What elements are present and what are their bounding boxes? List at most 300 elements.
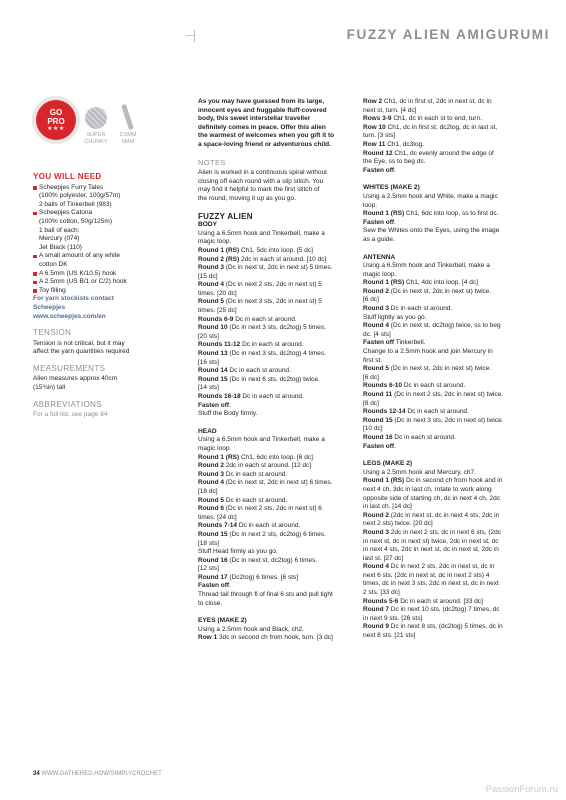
text-line: closing off each round with a slip stitch. You — [198, 177, 324, 185]
instruction-line — [363, 580, 521, 589]
instruction-text: 2dc in next 2 sts, dc in next 6 sts, (2dc — [389, 528, 501, 536]
text-line: innocent eyes and huggable fluff-covered — [198, 106, 327, 114]
header-tick — [194, 30, 195, 42]
instruction-line — [198, 471, 346, 480]
instruction-text: loop. — [363, 201, 378, 209]
instruction-line — [363, 193, 521, 202]
instruction-line — [198, 281, 346, 290]
instruction-line — [363, 305, 521, 314]
text-line: body, this sweet interstellar traveller — [198, 115, 311, 123]
abbreviations-text: For a full list, see page 84 — [33, 411, 108, 419]
instruction-text: (Dc2tog) 6 times. [6 sts] — [227, 573, 299, 581]
instruction-line — [198, 290, 346, 299]
page-header — [0, 0, 566, 40]
instruction-text: Using a 6.5mm hook and Tinkerbell, make a — [198, 436, 325, 444]
instruction-text: in next 9 sts. [26 sts] — [363, 614, 423, 622]
instruction-label: Round 12 — [363, 149, 393, 157]
instruction-line — [198, 557, 346, 566]
instruction-text: (Dc in next 2 sts, 2dc in next st) 5 — [224, 281, 322, 289]
instruction-text: [18 dc] — [198, 487, 218, 495]
instruction-label: Round 15 — [363, 416, 393, 424]
instruction-label: Round 4 — [363, 322, 389, 330]
instruction-label: Round 9 — [363, 623, 389, 631]
text-line: a space-loving friend or adventurous child. — [198, 140, 331, 148]
instruction-label: Fasten off — [363, 166, 395, 174]
instruction-text: Stuff Head firmly as you go. — [198, 548, 278, 556]
instruction-line — [363, 486, 521, 495]
text-line: As you may have guessed from its large, — [198, 98, 325, 105]
instruction-label: Round 1 (RS) — [198, 453, 240, 461]
instruction-text: (Dc in next 3 sts, 2dc in next st) 5 — [224, 298, 322, 306]
measurements-heading: MEASUREMENTS — [33, 363, 106, 373]
instruction-label: Round 16 — [198, 556, 228, 564]
instruction-text: Dc in each st around. — [233, 315, 297, 323]
instruction-text: (Dc in next 2 sts, 2dc in next st) twice. — [392, 391, 504, 398]
instruction-line — [363, 98, 521, 107]
instruction-text: times. [20 dc] — [198, 289, 237, 297]
eyes-instructions — [198, 626, 346, 643]
hook-size-label: 2.5MM 6MM — [119, 132, 137, 145]
instruction-label: Round 17 — [198, 573, 228, 581]
instruction-text: opposite side of starting ch, dc in next 4 ch, 2dc — [363, 494, 500, 502]
instruction-text: Ch1, 6dc into loop. [6 dc] — [239, 453, 313, 461]
instruction-line — [363, 495, 521, 504]
instruction-text: dc. [4 sts] — [363, 330, 391, 338]
instruction-line — [198, 324, 346, 333]
crochet-hook-icon — [121, 104, 134, 130]
instruction-line — [363, 477, 521, 486]
fuzzy-alien-heading: FUZZY ALIEN — [198, 211, 253, 221]
instruction-text: Using a 2.5mm hook and White, make a magic — [363, 192, 498, 200]
badge-stars-icon: ★★★ — [47, 126, 65, 132]
instruction-text: in next 4 sts, 2dc in next st, dc in next st, 2dc in — [363, 546, 499, 554]
instruction-text: the Eye, ss to beg dc. — [363, 158, 426, 166]
instruction-label: Rows 3-9 — [363, 115, 392, 123]
instruction-line — [363, 150, 521, 159]
instruction-line — [198, 376, 346, 385]
list-item-detail: 1 ball of each: — [39, 226, 80, 234]
instruction-line — [198, 247, 346, 256]
instruction-text: Thread tail through fl of final 6 sts and pull tight — [198, 591, 333, 599]
instruction-line — [363, 589, 521, 598]
instruction-text: 3dc in second ch from hook, turn. [3 dc] — [217, 634, 333, 642]
instruction-text: turn. [3 sts] — [363, 132, 396, 140]
instruction-label: Round 5 — [198, 496, 224, 504]
instruction-line — [198, 591, 346, 600]
instruction-text: (Dc in next st, 2dc in next st) 6 times. — [224, 479, 333, 487]
text-line: Alien is worked in a continuous spiral without — [198, 169, 327, 177]
instruction-text: as a guide. — [363, 235, 395, 243]
instruction-line — [198, 479, 346, 488]
notes-paragraph — [198, 169, 346, 203]
stockists-link[interactable]: www.scheepjes.com/en — [33, 312, 106, 320]
list-item: Scheepjes Furry Tales — [33, 184, 185, 193]
instruction-line — [363, 632, 521, 641]
instruction-line — [363, 339, 521, 348]
instruction-text: [6 dc] — [363, 373, 379, 381]
text-line: the warmest of welcomes when you gift it to — [198, 132, 335, 140]
instruction-line — [198, 445, 346, 454]
instruction-line — [198, 505, 346, 514]
instruction-text: Ch1, dc3tog. — [385, 140, 425, 148]
instruction-label: Round 6 — [198, 505, 224, 513]
instruction-line — [363, 236, 521, 245]
watermark: PassionForum.ru — [485, 784, 558, 795]
instruction-line — [198, 634, 346, 643]
list-item-detail: (100% cotton, 50g/125m) — [39, 217, 112, 225]
pattern-column-1 — [198, 98, 346, 643]
instruction-text: Dc in each st around. — [402, 382, 466, 390]
instruction-text: (Dc in next 2 sts, dc2tog) 6 times. — [227, 530, 326, 538]
instruction-text: times. [24 dc] — [198, 513, 237, 521]
antenna-heading: ANTENNA — [363, 253, 396, 261]
instruction-line — [363, 606, 521, 615]
instruction-line — [363, 271, 521, 280]
instruction-line — [198, 548, 346, 557]
instruction-label: Round 1 (RS) — [363, 279, 405, 287]
instruction-text: Ch1, dc in each st to end, turn. — [391, 115, 482, 123]
head-instructions — [198, 436, 346, 608]
instruction-text: magic loop. — [198, 444, 232, 452]
stockists-note: For yarn stockists contact — [33, 295, 114, 303]
instruction-text: first st. — [363, 356, 383, 364]
instruction-text: Dc in next 10 sts, (dc2tog) 7 times, dc — [389, 606, 500, 614]
instruction-label: Round 15 — [198, 375, 228, 383]
list-item: A small amount of any white — [33, 252, 185, 261]
abbreviations-heading: ABBREVIATIONS — [33, 399, 103, 409]
list-item-detail: Jet Black (110) — [39, 243, 82, 251]
instruction-line — [363, 210, 521, 219]
instruction-line — [198, 384, 346, 393]
instruction-line — [198, 350, 346, 359]
instruction-line — [198, 574, 346, 583]
instruction-line — [363, 322, 521, 331]
instruction-text: Change to a 2.5mm hook and join Mercury in — [363, 348, 493, 356]
instruction-line — [363, 623, 521, 632]
instruction-text: Ch1, 5dc into loop. [5 dc] — [239, 246, 313, 254]
instruction-text: Using a 2.5mm hook and Black, ch2. — [198, 625, 304, 633]
badge-go: GO — [49, 108, 63, 117]
instruction-line — [198, 359, 346, 368]
instruction-line — [363, 443, 521, 452]
instruction-text: (Dc in next st, 2dc in next st) twice. — [389, 287, 492, 295]
instruction-line — [198, 256, 346, 265]
instruction-text: Dc in next 2 sts, 2dc in next st, dc in — [389, 563, 495, 571]
list-item-detail: Mercury (074) — [39, 235, 80, 243]
instruction-text: [20 sts] — [198, 332, 219, 340]
instruction-text: . — [394, 218, 396, 226]
measurements-text: Alien measures approx 40cm — [33, 375, 118, 383]
instruction-line — [198, 540, 346, 549]
page-footer — [33, 771, 162, 777]
body-heading: BODY — [198, 221, 218, 229]
instruction-text: Dc in each st around. — [389, 305, 453, 313]
instruction-line — [198, 626, 346, 635]
instruction-text: Ch1, dc in first st, 2dc in next st, dc in — [382, 98, 492, 105]
instruction-text: last st. [27 dc] — [363, 554, 404, 562]
list-item: A 6.5mm (US K/10.5) hook — [33, 270, 185, 279]
intro-paragraph — [198, 98, 346, 150]
whites-heading: WHITES (MAKE 2) — [363, 184, 420, 192]
instruction-text: (Dc in next st, 2dc in next st) twice. — [389, 365, 492, 373]
instruction-line — [363, 357, 521, 366]
instruction-line — [363, 227, 521, 236]
instruction-text: . — [394, 166, 396, 174]
instruction-line — [363, 408, 521, 417]
instruction-line — [363, 314, 521, 323]
instruction-text: Using a 6.5mm hook and Tinkerbell, make a — [363, 262, 490, 270]
instruction-line — [198, 436, 346, 445]
instruction-text: next 6 sts, (2dc in next st, dc in next 2 sts) 4 — [363, 571, 490, 579]
instruction-label: Rounds 6-9 — [198, 315, 234, 323]
instruction-line — [363, 288, 521, 297]
instruction-line — [363, 529, 521, 538]
instruction-label: Round 2 (RS) — [198, 255, 240, 263]
instruction-line — [363, 124, 521, 133]
list-item: Toy filling — [33, 287, 185, 296]
instruction-line — [363, 262, 521, 271]
instruction-label: Round 3 — [198, 470, 224, 478]
yarn-weight-label: SUPER CHUNKY — [84, 132, 108, 145]
instruction-text: Dc in each st around. — [392, 433, 456, 441]
instruction-label: Fasten off — [363, 442, 395, 450]
instruction-text: Ch1, dc evenly around the edge of — [392, 149, 494, 157]
instruction-label: Row 10 — [363, 123, 386, 131]
body-instructions — [198, 230, 346, 419]
instruction-text: next 2 sts) twice. [20 dc] — [363, 520, 433, 528]
instruction-text: magic loop. — [363, 270, 397, 278]
instruction-label: Round 2 — [198, 462, 224, 470]
instruction-label: Round 2 — [363, 287, 389, 295]
whites-instructions — [363, 193, 521, 245]
instruction-label: Round 16 — [363, 433, 393, 441]
instruction-text: [16 sts] — [198, 358, 219, 366]
instruction-line — [363, 141, 521, 150]
page-number: 34 — [33, 771, 40, 777]
instruction-label: Rounds 11-12 — [198, 341, 241, 349]
instruction-line — [198, 497, 346, 506]
instruction-line — [363, 520, 521, 529]
instruction-line — [363, 296, 521, 305]
instruction-line — [363, 512, 521, 521]
instruction-line — [198, 600, 346, 609]
instruction-line — [363, 202, 521, 211]
instruction-text: 2dc in each st around. [10 dc] — [239, 255, 327, 263]
instruction-line — [198, 298, 346, 307]
instruction-label: Round 2 — [363, 511, 389, 519]
list-item: Scheepjes Catona — [33, 209, 185, 218]
antenna-instructions — [363, 262, 521, 451]
instruction-text: [18 sts] — [198, 539, 219, 547]
instruction-line — [363, 538, 521, 547]
instruction-line — [198, 531, 346, 540]
text-line: may find it helpful to mark the first stitch of — [198, 186, 320, 194]
instruction-line — [363, 503, 521, 512]
instruction-line — [363, 331, 521, 340]
instruction-text: Dc in each st around. — [240, 341, 304, 349]
instruction-label: Rounds 7-14 — [198, 522, 238, 530]
page-title: FUZZY ALIEN AMIGURUMI — [346, 27, 550, 42]
instruction-text: Tinkerbell. — [394, 339, 426, 347]
instruction-text: Dc in each st around. — [224, 496, 288, 504]
stockists-brand: Scheepjes — [33, 303, 66, 311]
instruction-line — [363, 469, 521, 478]
instruction-line — [363, 572, 521, 581]
instruction-label: Row 2 — [363, 98, 383, 105]
eyes-heading: EYES (MAKE 2) — [198, 617, 247, 625]
instruction-text: next 4 ch, 3dc in last ch, rotate to work along — [363, 485, 492, 493]
instruction-line — [198, 522, 346, 531]
instruction-line — [198, 316, 346, 325]
instruction-line — [198, 273, 346, 282]
instruction-line — [363, 425, 521, 434]
instruction-text: . — [394, 442, 396, 450]
instruction-line — [363, 546, 521, 555]
instruction-text: . — [229, 582, 231, 590]
instruction-text: Dc in each st around. — [405, 408, 469, 416]
instruction-label: Round 3 — [363, 528, 389, 536]
instruction-text: (Dc in next st, dc2tog) twice, ss to beg — [389, 322, 501, 330]
head-heading: HEAD — [198, 427, 217, 435]
instruction-label: Fasten off — [198, 401, 230, 409]
instruction-label: Fasten off — [363, 218, 395, 226]
instruction-text: Ch1, dc in first st, dc2tog, dc in last st, — [385, 123, 498, 131]
header-rule — [186, 35, 194, 36]
instruction-line — [363, 158, 521, 167]
text-line: definitely comes in peace. Offer this alien — [198, 123, 326, 131]
instruction-line — [198, 454, 346, 463]
instruction-text: [14 sts] — [198, 384, 219, 392]
instruction-text: Dc in second ch from hook and in — [404, 477, 503, 485]
instruction-text: next 8 sts. [21 sts] — [363, 632, 416, 640]
instruction-line — [198, 402, 346, 411]
instruction-label: Round 11 — [363, 391, 393, 398]
instruction-line — [363, 417, 521, 426]
measurements-text: (15¾in) tall — [33, 384, 66, 392]
instruction-text: times, dc in next 3 sts, 2dc in next st, dc in next — [363, 580, 499, 588]
legs-heading: LEGS (MAKE 2) — [363, 460, 413, 468]
instruction-line — [363, 382, 521, 391]
instruction-label: Round 1 (RS) — [198, 246, 240, 254]
instruction-line — [198, 341, 346, 350]
instruction-text: [6 dc] — [363, 296, 379, 304]
notes-heading: NOTES — [198, 157, 226, 167]
instruction-line — [198, 410, 346, 419]
instruction-text: times. [25 dc] — [198, 307, 237, 315]
instruction-label: Fasten off — [198, 582, 230, 590]
instruction-line — [363, 167, 521, 176]
instruction-text: [15 dc] — [198, 272, 218, 280]
instruction-text: in last ch. [14 dc] — [363, 503, 412, 511]
instruction-label: Rounds 6-10 — [363, 382, 403, 390]
instruction-label: Round 1 (RS) — [363, 477, 405, 485]
sidebar-column — [33, 98, 185, 420]
badge-pro: PRO — [47, 117, 65, 126]
instruction-label: Round 14 — [198, 367, 228, 375]
instruction-line — [363, 279, 521, 288]
skill-panel — [33, 98, 185, 170]
instruction-line — [363, 115, 521, 124]
instruction-text: Stuff lightly as you go. — [363, 313, 427, 321]
instruction-text: Ch1, 6dc into loop, ss to first dc. — [404, 210, 499, 218]
instruction-label: Round 13 — [198, 350, 228, 358]
tension-heading: TENSION — [33, 328, 72, 338]
instruction-label: Row 1 — [198, 634, 218, 642]
instruction-text: Dc in next 8 sts, (dc2tog) 5 times, dc in — [389, 623, 503, 631]
instruction-text: Stuff the Body firmly. — [198, 410, 258, 418]
instruction-line — [363, 348, 521, 357]
instruction-text: Using a 6.5mm hook and Tinkerbell, make a — [198, 229, 325, 237]
instruction-text: next st, turn. [4 dc] — [363, 106, 417, 114]
instruction-line — [363, 107, 521, 116]
pattern-column-2 — [363, 98, 521, 641]
footer-url[interactable]: WWW.GATHERED.HOW/SIMPLYCROCHET — [41, 771, 162, 777]
instruction-text: (Dc in next 3 sts, 2dc in next st) twice. — [392, 416, 504, 424]
instruction-label: Round 4 — [198, 479, 224, 487]
instruction-label: Rounds 5-6 — [363, 597, 399, 605]
text-line: the round, moving it up as you go. — [198, 194, 296, 202]
instruction-label: Round 3 — [363, 305, 389, 313]
tension-text: Tension is not critical, but it may — [33, 339, 125, 347]
instruction-text: [12 sts] — [198, 565, 219, 573]
instruction-text: Dc in each st around. — [240, 393, 304, 400]
instruction-line — [198, 488, 346, 497]
instruction-label: Round 5 — [363, 365, 389, 373]
yarn-ball-icon — [85, 107, 107, 129]
instruction-text: Dc in each st around. — [237, 522, 301, 530]
instruction-text: Using a 2.5mm hook and Mercury, ch7. — [363, 468, 476, 476]
tension-text: affect the yarn quantities required — [33, 348, 130, 356]
skill-badge — [36, 100, 76, 140]
list-item-detail: (100% polyester, 100g/57m) — [39, 192, 121, 200]
instruction-text: . — [229, 401, 231, 409]
instruction-line — [198, 367, 346, 376]
instruction-text: (Dc in next 3 sts, dc2tog) 4 times. — [227, 350, 326, 358]
instruction-line — [198, 462, 346, 471]
instruction-text: magic loop. — [198, 238, 232, 246]
instruction-line — [363, 374, 521, 383]
instruction-line — [198, 582, 346, 591]
instruction-text: 2 sts. [33 dc] — [363, 589, 400, 597]
instruction-text: Sew the Whites onto the Eyes, using the image — [363, 227, 500, 235]
instruction-label: Round 4 — [363, 563, 389, 571]
instruction-line — [198, 307, 346, 316]
legs-instructions — [363, 469, 521, 641]
instruction-label: Rounds 12-14 — [363, 408, 406, 416]
instruction-line — [198, 333, 346, 342]
instruction-line — [363, 555, 521, 564]
instruction-line — [198, 393, 346, 402]
instruction-text: Dc in each st around. — [224, 470, 288, 478]
instruction-label: Round 1 (RS) — [363, 210, 405, 218]
instruction-text: to close. — [198, 599, 223, 607]
instruction-line — [198, 230, 346, 239]
you-will-need-heading: YOU WILL NEED — [33, 172, 102, 181]
instruction-line — [363, 391, 521, 400]
instruction-label: Fasten off — [363, 339, 395, 347]
instruction-label: Round 10 — [198, 324, 228, 332]
instruction-label: Rounds 16-18 — [198, 393, 241, 400]
instruction-line — [363, 400, 521, 409]
instruction-text: Dc in each st around. — [227, 367, 291, 375]
instruction-line — [363, 563, 521, 572]
instruction-line — [198, 238, 346, 247]
instruction-text: (Dc in next 2 sts, 2dc in next st) 6 — [224, 505, 322, 513]
list-item-detail: 2 balls of Tinkerbell (983) — [39, 200, 112, 208]
instruction-text: (2dc in next st, dc in next 4 sts, 2dc in — [389, 511, 500, 519]
instruction-text: (Dc in next st, dc2tog) 6 times. — [227, 556, 318, 564]
instruction-line — [363, 434, 521, 443]
